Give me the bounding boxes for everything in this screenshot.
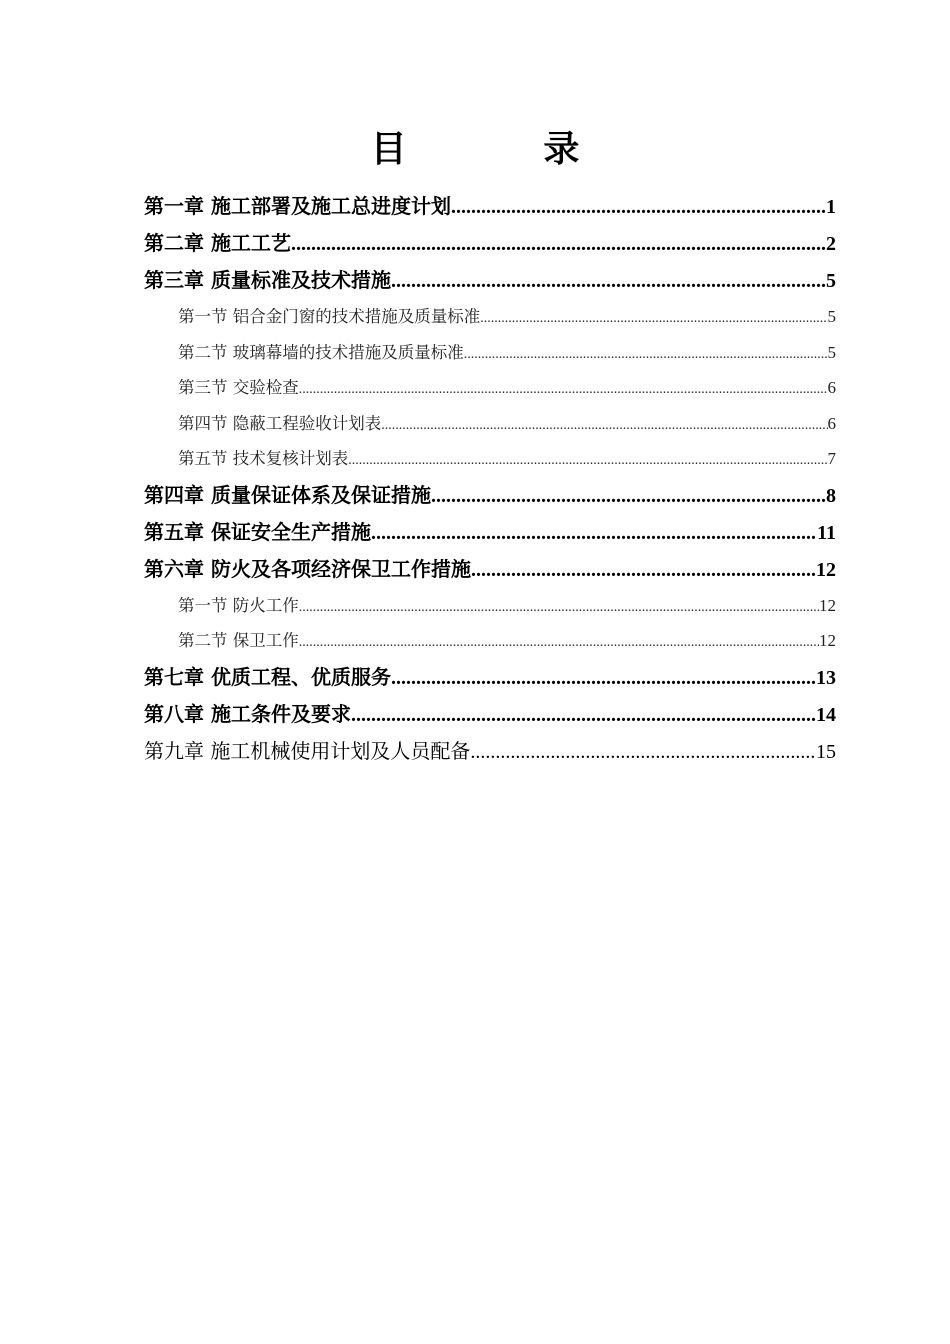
dot-leader [291, 226, 826, 263]
toc-entry-chapter-3[interactable] [144, 262, 836, 299]
toc-page-number: 5 [827, 342, 836, 362]
toc-entry-label: 第四节 隐蔽工程验收计划表 [178, 413, 382, 433]
dot-leader [299, 590, 819, 626]
toc-entry-label: 第六章 防火及各项经济保卫工作措施 [144, 556, 471, 581]
toc-entry-chapter-6[interactable] [144, 551, 836, 588]
toc-page-number: 1 [826, 196, 836, 218]
toc-page-number: 6 [827, 378, 836, 397]
toc-page-number: 2 [826, 233, 836, 255]
table-of-contents [144, 188, 836, 770]
toc-entry-section-6-1[interactable] [144, 588, 836, 624]
toc-entry-section-3-3[interactable] [144, 370, 836, 406]
toc-entry-label: 第一节 防火工作 [178, 595, 299, 615]
dot-leader [470, 734, 816, 771]
toc-entry-label: 第九章 施工机械使用计划及人员配备 [144, 738, 471, 763]
toc-entry-label: 第三章 质量标准及技术措施 [144, 268, 391, 292]
dot-leader [464, 337, 828, 373]
toc-entry-label: 第三节 交验检查 [178, 378, 299, 397]
toc-entry-label: 第一节 铝合金门窗的技术措施及质量标准 [178, 307, 481, 326]
dot-leader [299, 372, 828, 408]
toc-page-number: 15 [816, 740, 836, 763]
toc-entry-chapter-1[interactable] [144, 188, 836, 225]
toc-entry-section-3-2[interactable] [144, 335, 836, 371]
toc-page-number: 5 [827, 307, 836, 326]
dot-leader [471, 552, 816, 589]
toc-page-number: 12 [819, 595, 836, 615]
toc-page-number: 12 [816, 558, 836, 581]
toc-page-number: 5 [826, 270, 836, 292]
toc-entry-label: 第二节 保卫工作 [178, 631, 299, 650]
toc-entry-section-6-2[interactable] [144, 623, 836, 659]
toc-entry-label: 第七章 优质工程、优质服务 [144, 664, 391, 689]
toc-entry-chapter-7[interactable] [144, 659, 836, 696]
dot-leader [299, 625, 819, 661]
toc-title: 目 录 [370, 129, 630, 170]
toc-page-number: 7 [827, 449, 836, 468]
toc-entry-label: 第五章 保证安全生产措施 [144, 519, 371, 544]
toc-entry-label: 第八章 施工条件及要求 [144, 701, 351, 726]
toc-entry-chapter-8[interactable] [144, 696, 836, 733]
toc-entry-section-3-1[interactable] [144, 299, 836, 335]
dot-leader [480, 301, 827, 337]
toc-entry-label: 第五节 技术复核计划表 [178, 449, 349, 468]
dot-leader [351, 697, 816, 734]
toc-entry-chapter-5[interactable] [144, 514, 836, 551]
toc-entry-label: 第二章 施工工艺 [144, 231, 291, 255]
toc-page-number: 11 [817, 521, 836, 544]
toc-entry-chapter-2[interactable] [144, 225, 836, 262]
toc-entry-chapter-4[interactable] [144, 477, 836, 514]
dot-leader [451, 189, 826, 226]
toc-page-number: 12 [819, 631, 836, 650]
dot-leader [391, 660, 816, 697]
dot-leader [348, 443, 827, 479]
toc-page-number: 6 [827, 413, 836, 433]
toc-entry-label: 第一章 施工部署及施工总进度计划 [144, 194, 451, 218]
toc-entry-section-3-4[interactable] [144, 406, 836, 442]
dot-leader [391, 263, 826, 300]
dot-leader [371, 515, 817, 552]
toc-entry-chapter-9[interactable] [144, 733, 836, 770]
toc-page-number: 13 [816, 666, 836, 689]
dot-leader [381, 408, 827, 444]
dot-leader [431, 478, 826, 515]
toc-entry-label: 第四章 质量保证体系及保证措施 [144, 482, 431, 507]
toc-entry-section-3-5[interactable] [144, 441, 836, 477]
toc-page-number: 14 [816, 703, 836, 726]
toc-page-number: 8 [826, 484, 836, 507]
toc-entry-label: 第二节 玻璃幕墙的技术措施及质量标准 [178, 342, 464, 362]
